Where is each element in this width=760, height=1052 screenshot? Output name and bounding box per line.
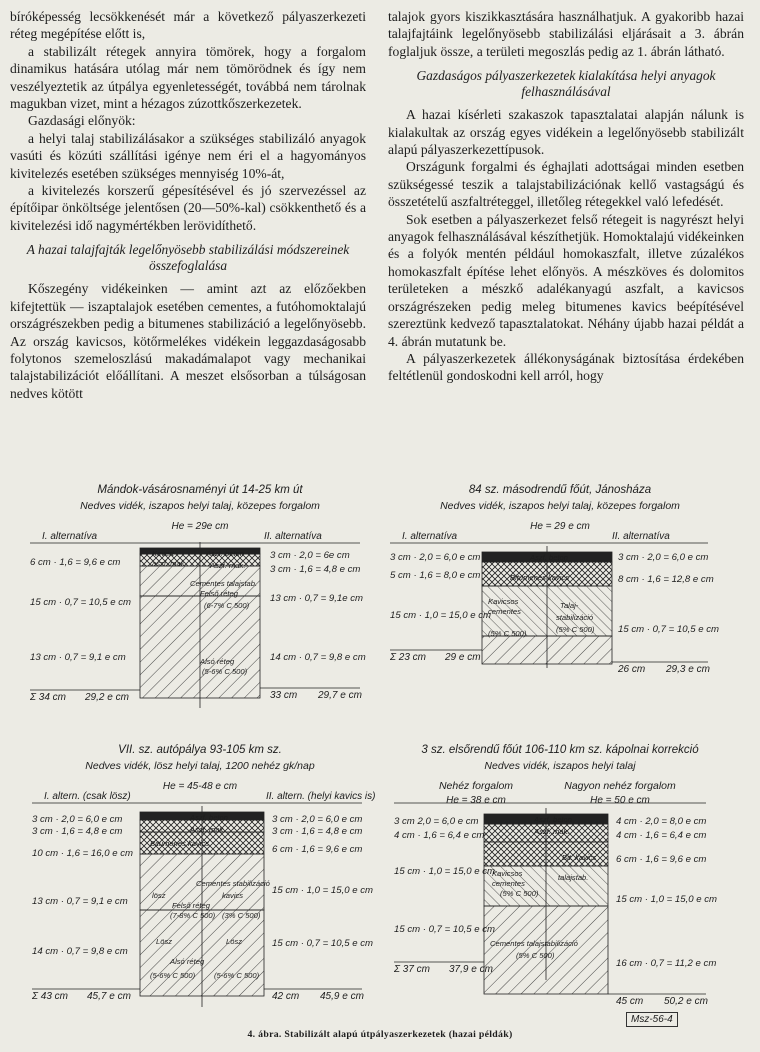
diagram-1-inner-label-3: Aszf. mak. bbox=[210, 561, 246, 570]
diagram-3-left-total-e: 45,7 e cm bbox=[87, 991, 131, 1002]
diagram-4-right-layer-2: 6 cm · 1,6 = 9,6 e cm bbox=[616, 854, 707, 865]
diagram-4-right-layer-4: 16 cm · 0,7 = 11,2 e cm bbox=[616, 958, 717, 969]
diagram-4-inner-label-1: Aszf. mak. bbox=[534, 827, 570, 836]
right-paragraph-b-3: A pályaszerkezetek állékonyságának biztosítása érdekében feltétlenül gondoskodni kell arról, hogy bbox=[388, 350, 744, 384]
diagram-3-inner-label-13: (5-6% C 500) bbox=[214, 971, 260, 980]
diagram-2-alt-left: I. alternatíva bbox=[402, 531, 458, 542]
diagram-3-alt-left: I. altern. (csak lösz) bbox=[44, 791, 131, 802]
diagram-2-left-layer-1: 5 cm · 1,6 = 8,0 e cm bbox=[390, 570, 481, 581]
diagram-3-right-layer-2: 6 cm · 1,6 = 9,6 e cm bbox=[272, 844, 363, 855]
diagram-3-right-total-e: 45,9 e cm bbox=[320, 991, 364, 1002]
diagram-3-left-total-cm: Σ 43 cm bbox=[32, 991, 69, 1002]
diagram-1-inner-label-4: Cementes talajstab. bbox=[190, 579, 258, 588]
right-paragraph-b-2: Sok esetben a pályaszerkezet felső rétegeit is nagyrészt helyi anyagok felhasználásával készíthetjük. Homoktalajú vidékeinken és a folyók mentén például homokaszfalt, illetve zúzalékos homokaszfalt építése lehet előnyös. A mészköves és dolomitos területeken a mészkő adalékanyagú aszfalt, a kavicsos országrészeken pedig meleg bitumenes kavics beépítésével szereztünk kedvező tapasztalatokat. Néhány újabb hazai példát a 4. ábrán mutatunk be. bbox=[388, 211, 744, 349]
diagram-4-he-left: He = 38 e cm bbox=[446, 795, 506, 806]
diagram-2-inner-label-2: Kavicsos bbox=[488, 597, 519, 606]
diagram-4-left-layer-2: 15 cm · 1,0 = 15,0 e cm bbox=[394, 866, 496, 877]
diagram-3-inner-label-4: lösz bbox=[152, 891, 166, 900]
diagram-3-inner-label-5: kavics bbox=[222, 891, 244, 900]
diagram-1-alt-right: II. alternatíva bbox=[264, 531, 322, 542]
right-section-heading: Gazdaságos pályaszerkezetek kialakítása helyi anyagok felhasználásával bbox=[416, 68, 716, 100]
diagram-1-left-total-e: 29,2 e cm bbox=[85, 692, 129, 703]
diagram-2-left-total-cm: Σ 23 cm bbox=[390, 652, 427, 663]
diagram-4-left-layer-3: 15 cm · 0,7 = 10,5 e cm bbox=[394, 924, 496, 935]
diagram-3-inner-label-9: Lösz bbox=[156, 937, 173, 946]
diagram-1-right-layer-2: 13 cm · 0,7 = 9,1e cm bbox=[270, 593, 364, 604]
diagram-4-subtitle: Nedves vidék, iszapos helyi talaj bbox=[484, 760, 636, 772]
diagram-1-inner-label-2: Aszf. beton bbox=[206, 549, 244, 558]
diagram-1-inner-label-6: (6-7% C 500) bbox=[204, 601, 250, 610]
diagram-1-he: He = 29e cm bbox=[171, 521, 229, 532]
diagram-1-inner-label-1: aszf. mak bbox=[152, 559, 185, 568]
diagram-2-left-layer-0: 3 cm · 2,0 = 6,0 e cm bbox=[390, 552, 481, 563]
figure-caption: 4. ábra. Stabilizált alapú útpályaszerkezetek (hazai példák) bbox=[247, 1029, 513, 1040]
diagram-1-subtitle: Nedves vidék, iszapos helyi talaj, közepes forgalom bbox=[80, 500, 320, 512]
diagram-3-inner-label-0: Aszf. beton bbox=[190, 813, 228, 822]
diagram-4-inner-label-8: (5% C 500) bbox=[516, 951, 555, 960]
diagram-3-right-layer-1: 3 cm · 1,6 = 4,8 e cm bbox=[272, 826, 363, 837]
diagram-4-left-layer-1: 4 cm · 1,6 = 6,4 e cm bbox=[394, 830, 485, 841]
diagram-3-he: He = 45-48 e cm bbox=[162, 781, 238, 792]
diagram-4-alt-left: Nehéz forgalom bbox=[438, 780, 514, 792]
diagram-2-subtitle: Nedves vidék, iszapos helyi talaj, közepes forgalom bbox=[440, 500, 680, 512]
diagram-4-right-layer-1: 4 cm · 1,6 = 6,4 e cm bbox=[616, 830, 707, 841]
diagram-3-inner-label-3: Cementes stabilizáció bbox=[196, 879, 270, 888]
left-paragraph-1: a stabilizált rétegek annyira tömörek, hogy a forgalom dinamikus hatására utólag már nem tömörödnek és így nem veszélyeztetik az útpálya egyenletességét, továbbá nem tárolnak magukban vizet, mint a hézagos zúzottkőszerkezetek. bbox=[10, 43, 366, 112]
right-paragraph-b-0: A hazai kísérleti szakaszok tapasztalatai alapján nálunk is kialakultak az ország egyes vidékein a legelőnyösebb stabilizált alapú pályaszerkezettípusok. bbox=[388, 107, 744, 158]
diagram-3-right-total-cm: 42 cm bbox=[272, 991, 300, 1002]
diagram-3-inner-label-11: Alsó réteg bbox=[170, 957, 205, 966]
left-section-heading: A hazai talajfajták legelőnyösebb stabilizálási módszereinek összefoglalása bbox=[26, 242, 350, 274]
diagram-2-right-total-cm: 26 cm bbox=[618, 664, 646, 675]
diagram-2-right-layer-1: 8 cm · 1,6 = 12,8 e cm bbox=[618, 574, 714, 585]
diagram-3-title: VII. sz. autópálya 93-105 km sz. bbox=[118, 744, 282, 756]
figure-mark: Msz-56-4 bbox=[626, 1012, 678, 1027]
diagram-1-right-layer-1: 3 cm · 1,6 = 4,8 e cm bbox=[270, 564, 361, 575]
diagram-1-left-total-cm: Σ 34 cm bbox=[30, 692, 67, 703]
diagram-1-right-total-cm: 33 cm bbox=[270, 690, 298, 701]
diagram-4-right-layer-3: 15 cm · 1,0 = 15,0 e cm bbox=[616, 894, 718, 905]
diagram-2-right-total-e: 29,3 e cm bbox=[666, 664, 710, 675]
diagram-1-inner-label-7: Alsó réteg bbox=[200, 657, 235, 666]
diagram-4-inner-label-4: cementes bbox=[492, 879, 525, 888]
diagram-1-right-total-e: 29,7 e cm bbox=[318, 690, 362, 701]
left-paragraph-b-0: Kőszegény vidékeinken — amint azt az előzőekben kifejtettük — iszaptalajok esetében cementes, a futóhomoktalajú országrészekben pedig a bitumenes stabilizáció a legelőnyösebb. Az ország kavicsos, kötőrmelékes vidékein leggazdaságosabb folytonos szemeloszlású makadámalapot vagy mechanikai talajstabilizációt előállítani. A meszet elsősorban a túlságosan nedves kötött bbox=[10, 281, 366, 401]
diagram-2-left-layer-2: 15 cm · 1,0 = 15,0 e cm bbox=[390, 610, 492, 621]
diagram-2-right-layer-2: 15 cm · 0,7 = 10,5 e cm bbox=[618, 624, 720, 635]
diagram-1-title: Mándok-vásárosnaményi út 14-25 km út bbox=[97, 484, 303, 496]
left-paragraph-0: bíróképesség lecsökkenését már a következő pályaszerkezeti réteg megépítése előtt is, bbox=[10, 9, 366, 42]
diagram-3-subtitle: Nedves vidék, lösz helyi talaj, 1200 nehéz gk/nap bbox=[85, 760, 315, 772]
diagram-3-inner-label-10: Lösz bbox=[226, 937, 243, 946]
diagram-3-inner-label-12: (5-6% C 500) bbox=[150, 971, 196, 980]
diagram-3-inner-label-6: Felső réteg bbox=[172, 901, 210, 910]
diagram-2-inner-label-3: cementes bbox=[488, 607, 521, 616]
diagram-1-inner-label-0: Kevert bbox=[152, 549, 174, 558]
diagram-1-alt-left: I. alternatíva bbox=[42, 531, 98, 542]
diagram-2-title: 84 sz. másodrendű főút, Jánosháza bbox=[468, 484, 652, 496]
diagram-3-inner-label-7: (7-8% C 500) bbox=[170, 911, 216, 920]
diagram-4-title: 3 sz. elsőrendű főút 106-110 km sz. kápolnai korrekció bbox=[421, 744, 699, 756]
diagram-4-alt-right: Nagyon nehéz forgalom bbox=[564, 780, 676, 792]
diagram-1-inner-label-8: (5-6% C 500) bbox=[202, 667, 248, 676]
diagram-3-inner-label-1: Aszf. mak. bbox=[190, 825, 226, 834]
diagram-1-inner-label-5: Felső réteg bbox=[200, 589, 238, 598]
diagram-2-inner-label-1: Bitumenes kavics bbox=[510, 573, 570, 582]
diagram-3-alt-right: II. altern. (helyi kavics is) bbox=[266, 791, 376, 802]
right-paragraph-b-1: Országunk forgalmi és éghajlati adottságai minden esetben szükségessé teszik a talajstabilizációnak kellő vastagságú és összetételű aszfaltréteggel, illetőleg rétegekkel való lefedését. bbox=[388, 159, 744, 210]
diagram-2-inner-label-4: (5% C 500) bbox=[488, 629, 527, 638]
diagram-2-right-layer-0: 3 cm · 2,0 = 6,0 e cm bbox=[618, 552, 709, 563]
diagram-3-right-layer-3: 15 cm · 1,0 = 15,0 e cm bbox=[272, 885, 374, 896]
left-paragraph-4: a kivitelezés korszerű gépesítésével és jó szervezéssel az építőipar önköltsége jelentősen (20—50%-kal) csökkenthető és a kivitelezési idő nagymértékben lerövidíthető. bbox=[10, 183, 366, 233]
diagram-3-inner-label-8: (3% C 500) bbox=[222, 911, 261, 920]
diagram-3-left-layer-1: 3 cm · 1,6 = 4,8 e cm bbox=[32, 826, 123, 837]
diagram-2-inner-label-5: Talaj- bbox=[560, 601, 579, 610]
diagram-4-right-total-e: 50,2 e cm bbox=[664, 996, 708, 1007]
diagram-1-left-layer-1: 15 cm · 0,7 = 10,5 e cm bbox=[30, 597, 132, 608]
diagram-4-inner-label-3: Kavicsos bbox=[492, 869, 523, 878]
diagram-2-inner-label-6: stabilizáció bbox=[556, 613, 594, 622]
diagram-4-right-total-cm: 45 cm bbox=[616, 996, 644, 1007]
diagram-1-right-layer-0: 3 cm · 2,0 = 6e cm bbox=[270, 550, 350, 561]
diagram-3-left-layer-4: 14 cm · 0,7 = 9,8 e cm bbox=[32, 946, 128, 957]
right-paragraph-0: talajok gyors kiszikkasztására használhatjuk. A gyakoribb hazai talajfajtáink legelőnyösebb stabilizálási eljárásait a 3. ábrán foglaljuk össze, a területi megoszlás pedig az 1. ábrán látható. bbox=[388, 9, 744, 59]
diagram-3-right-layer-4: 15 cm · 0,7 = 10,5 e cm bbox=[272, 938, 374, 949]
diagram-1-left-layer-2: 13 cm · 0,7 = 9,1 e cm bbox=[30, 652, 126, 663]
diagram-4-left-total-e: 37,9 e cm bbox=[449, 964, 493, 975]
diagram-4-right-layer-0: 4 cm · 2,0 = 8,0 e cm bbox=[616, 816, 707, 827]
diagram-2-inner-label-7: (5% C 500) bbox=[556, 625, 595, 634]
diagram-3-left-layer-0: 3 cm · 2,0 = 6,0 e cm bbox=[32, 814, 123, 825]
diagram-2-alt-right: II. alternatíva bbox=[612, 531, 670, 542]
diagram-1-left-layer-0: 6 cm · 1,6 = 9,6 e cm bbox=[30, 557, 121, 568]
diagram-4-he-right: He = 50 e cm bbox=[590, 795, 650, 806]
left-paragraph-2: Gazdasági előnyök: bbox=[28, 113, 136, 129]
diagram-4-inner-label-0: Aszf. beton bbox=[534, 815, 572, 824]
diagram-3-left-layer-3: 13 cm · 0,7 = 9,1 e cm bbox=[32, 896, 128, 907]
diagram-3-inner-label-2: Bitumenes kavics bbox=[150, 839, 210, 848]
diagram-2-left-total-e: 29 e cm bbox=[445, 652, 481, 663]
diagram-4-inner-label-6: (5% C 500) bbox=[500, 889, 539, 898]
diagram-4-inner-label-7: Cementes talajstabilizáció bbox=[490, 939, 578, 948]
diagram-2-inner-label-0: Aszf. beton bbox=[530, 553, 568, 562]
diagram-4-inner-label-2: Bit. kavics bbox=[562, 853, 597, 862]
diagram-3-left-layer-2: 10 cm · 1,6 = 16,0 e cm bbox=[32, 848, 134, 859]
diagram-2-he: He = 29 e cm bbox=[530, 521, 590, 532]
diagram-4-left-total-cm: Σ 37 cm bbox=[394, 964, 431, 975]
diagram-4-inner-label-5: talajstab. bbox=[558, 873, 589, 882]
diagram-1-right-layer-3: 14 cm · 0,7 = 9,8 e cm bbox=[270, 652, 366, 663]
diagram-4-left-layer-0: 3 cm 2,0 = 6,0 e cm bbox=[394, 816, 479, 827]
diagram-3-right-layer-0: 3 cm · 2,0 = 6,0 e cm bbox=[272, 814, 363, 825]
left-paragraph-3: a helyi talaj stabilizálásakor a szükséges stabilizáló anyagok vasúti és közúti szállítási igénye nem éri el a hagyományos kivitelezés esetében szükséges mennyiség 10%-át, bbox=[10, 130, 366, 181]
